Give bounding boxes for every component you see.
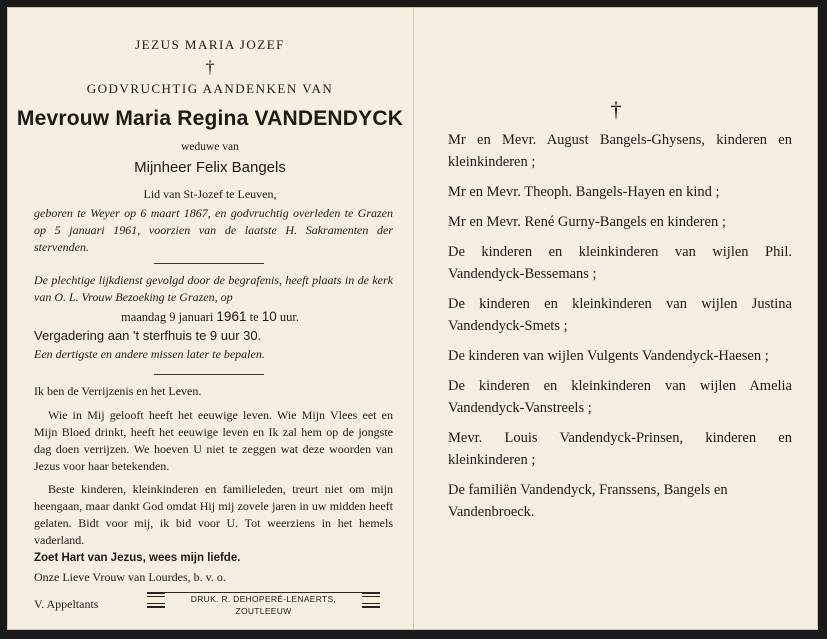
mourner-item: Mr en Mevr. August Bangels-Ghysens, kinderen en kleinkinderen ; bbox=[448, 132, 792, 170]
funeral-date-hour: 10 bbox=[261, 309, 277, 324]
prayer-lourdes: Onze Lieve Vrouw van Lourdes, b. v. o. bbox=[34, 570, 226, 584]
mourner-item: De kinderen en kleinkinderen van wijlen Justina Vandendyck-Smets ; bbox=[448, 296, 792, 334]
masses-text: Een dertigste en andere missen later te bepalen. bbox=[34, 347, 265, 361]
mourner-item: De familiën Vandendyck, Franssens, Bangels en Vandenbroeck. bbox=[448, 482, 728, 520]
header-jezus-maria-jozef: JEZUS MARIA JOZEF bbox=[135, 37, 285, 52]
cross-icon: † bbox=[205, 57, 215, 77]
widow-of-label: weduwe van bbox=[181, 141, 239, 153]
mourner-item: De kinderen van wijlen Vulgents Vandendyck-Haesen ; bbox=[448, 348, 769, 364]
funeral-date-uur: uur. bbox=[279, 310, 300, 324]
cross-icon: † bbox=[610, 97, 622, 122]
birth-death-text: geboren te Weyer op 6 maart 1867, en godvruchtig overleden te Grazen op 5 januari 1961, voorzien van de laatste H. Sakramenten der stervenden. bbox=[34, 206, 393, 254]
mourner-item: De kinderen en kleinkinderen van wijlen Amelia Vandendyck-Vanstreels ; bbox=[448, 378, 792, 416]
husband-name: Mijnheer Felix Bangels bbox=[134, 159, 286, 176]
divider bbox=[154, 263, 264, 264]
funeral-date bbox=[7, 309, 413, 325]
mourners-list bbox=[448, 129, 792, 531]
funeral-date-at: te bbox=[249, 310, 259, 324]
funeral-date-day: maandag 9 januari bbox=[120, 310, 214, 324]
mourner-item: Mr en Mevr. Theoph. Bangels-Hayen en kind ; bbox=[448, 184, 720, 200]
divider bbox=[154, 374, 264, 375]
funeral-date-year: 1961 bbox=[216, 309, 247, 324]
printer-label: DRUK. R. DEHOPERÉ-LENAERTS, ZOUTLEEUW bbox=[165, 593, 362, 617]
verse-eternal-life: Wie in Mij gelooft heeft het eeuwige leven. Wie Mijn Vlees eet en Mijn Bloed drinkt, heeft het eeuwige leven en Ik zal hem op de jongste dag doen verrijzen. We hoeven U niet te zeggen wat deze woorden van Jezus voor haar betekenden. bbox=[34, 408, 393, 473]
mourner-item: Mr en Mevr. René Gurny-Bangels en kinderen ; bbox=[448, 214, 726, 230]
mourner-item: Mevr. Louis Vandendyck-Prinsen, kinderen en kleinkinderen ; bbox=[448, 430, 792, 468]
funeral-text: De plechtige lijkdienst gevolgd door de begrafenis, heeft plaats in de kerk van O. L. Vrouw Bezoeking te Grazen, op bbox=[34, 273, 393, 304]
printer-imprint bbox=[147, 592, 380, 616]
right-page bbox=[414, 7, 818, 630]
left-page bbox=[7, 7, 413, 630]
verse-resurrection: Ik ben de Verrijzenis en het Leven. bbox=[34, 384, 202, 398]
author-name: V. Appeltants bbox=[34, 597, 99, 611]
header-aandenken: GODVRUCHTIG AANDENKEN VAN bbox=[86, 81, 334, 96]
mourner-item: De kinderen en kleinkinderen van wijlen Phil. Vandendyck-Bessemans ; bbox=[448, 244, 792, 282]
meeting-text: Vergadering aan 't sterfhuis te 9 uur 30. bbox=[34, 328, 262, 343]
membership-text: Lid van St-Jozef te Leuven, bbox=[143, 187, 277, 201]
prayer-sacred-heart: Zoet Hart van Jezus, wees mijn liefde. bbox=[34, 552, 241, 564]
farewell-text: Beste kinderen, kleinkinderen en familieleden, treurt niet om mijn heengaan, maar dankt God omdat Hij mij zovele jaren in uw midden heeft gelaten. Bidt voor mij, ik bid voor U. Tot weerziens in het hemels vaderland. bbox=[34, 482, 393, 547]
deceased-name: Mevrouw Maria Regina VANDENDYCK bbox=[16, 107, 404, 130]
